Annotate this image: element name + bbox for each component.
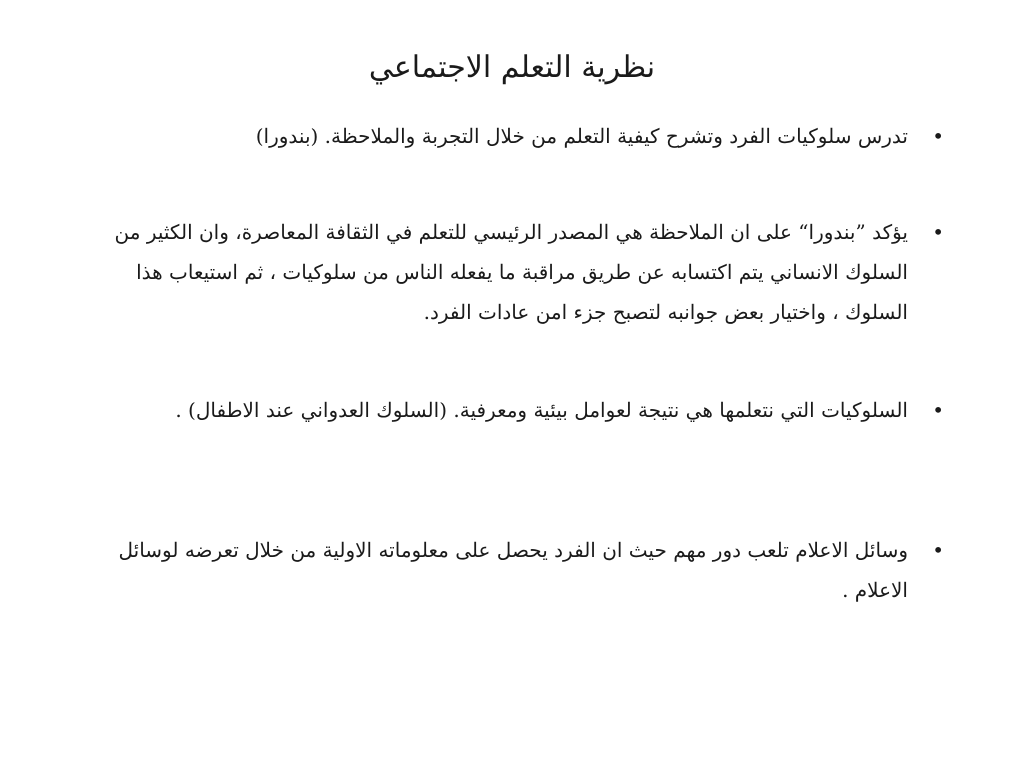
bullet-item xyxy=(68,116,944,156)
bullet-icon: • xyxy=(932,124,944,148)
bullet-item xyxy=(68,530,944,610)
bullet-text: السلوكيات التي نتعلمها هي نتيجة لعوامل بيئية ومعرفية. (السلوك العدواني عند الاطفال) . xyxy=(175,398,908,422)
bullet-text: تدرس سلوكيات الفرد وتشرح كيفية التعلم من خلال التجربة والملاحظة. (بندورا) xyxy=(255,124,908,148)
bullet-text: وسائل الاعلام تلعب دور مهم حيث ان الفرد يحصل على معلوماته الاولية من خلال تعرضه لوسائل الاعلام . xyxy=(118,538,908,602)
bullet-item xyxy=(68,212,944,332)
bullet-icon: • xyxy=(932,538,944,562)
slide-title: نظرية التعلم الاجتماعي xyxy=(368,50,656,85)
bullet-item xyxy=(68,390,944,430)
bullet-text: يؤكد ”بندورا“ على ان الملاحظة هي المصدر الرئيسي للتعلم في الثقافة المعاصرة، وان الكثير من السلوك الانساني يتم اكتسابه عن طريق مراقبة ما يفعله الناس من سلوكيات ، ثم استيعاب هذا السلوك ، واختيار بعض جوانبه لتصبح جزء امن عادات الفرد. xyxy=(114,220,908,324)
bullet-icon: • xyxy=(932,398,944,422)
bullet-icon: • xyxy=(932,220,944,244)
